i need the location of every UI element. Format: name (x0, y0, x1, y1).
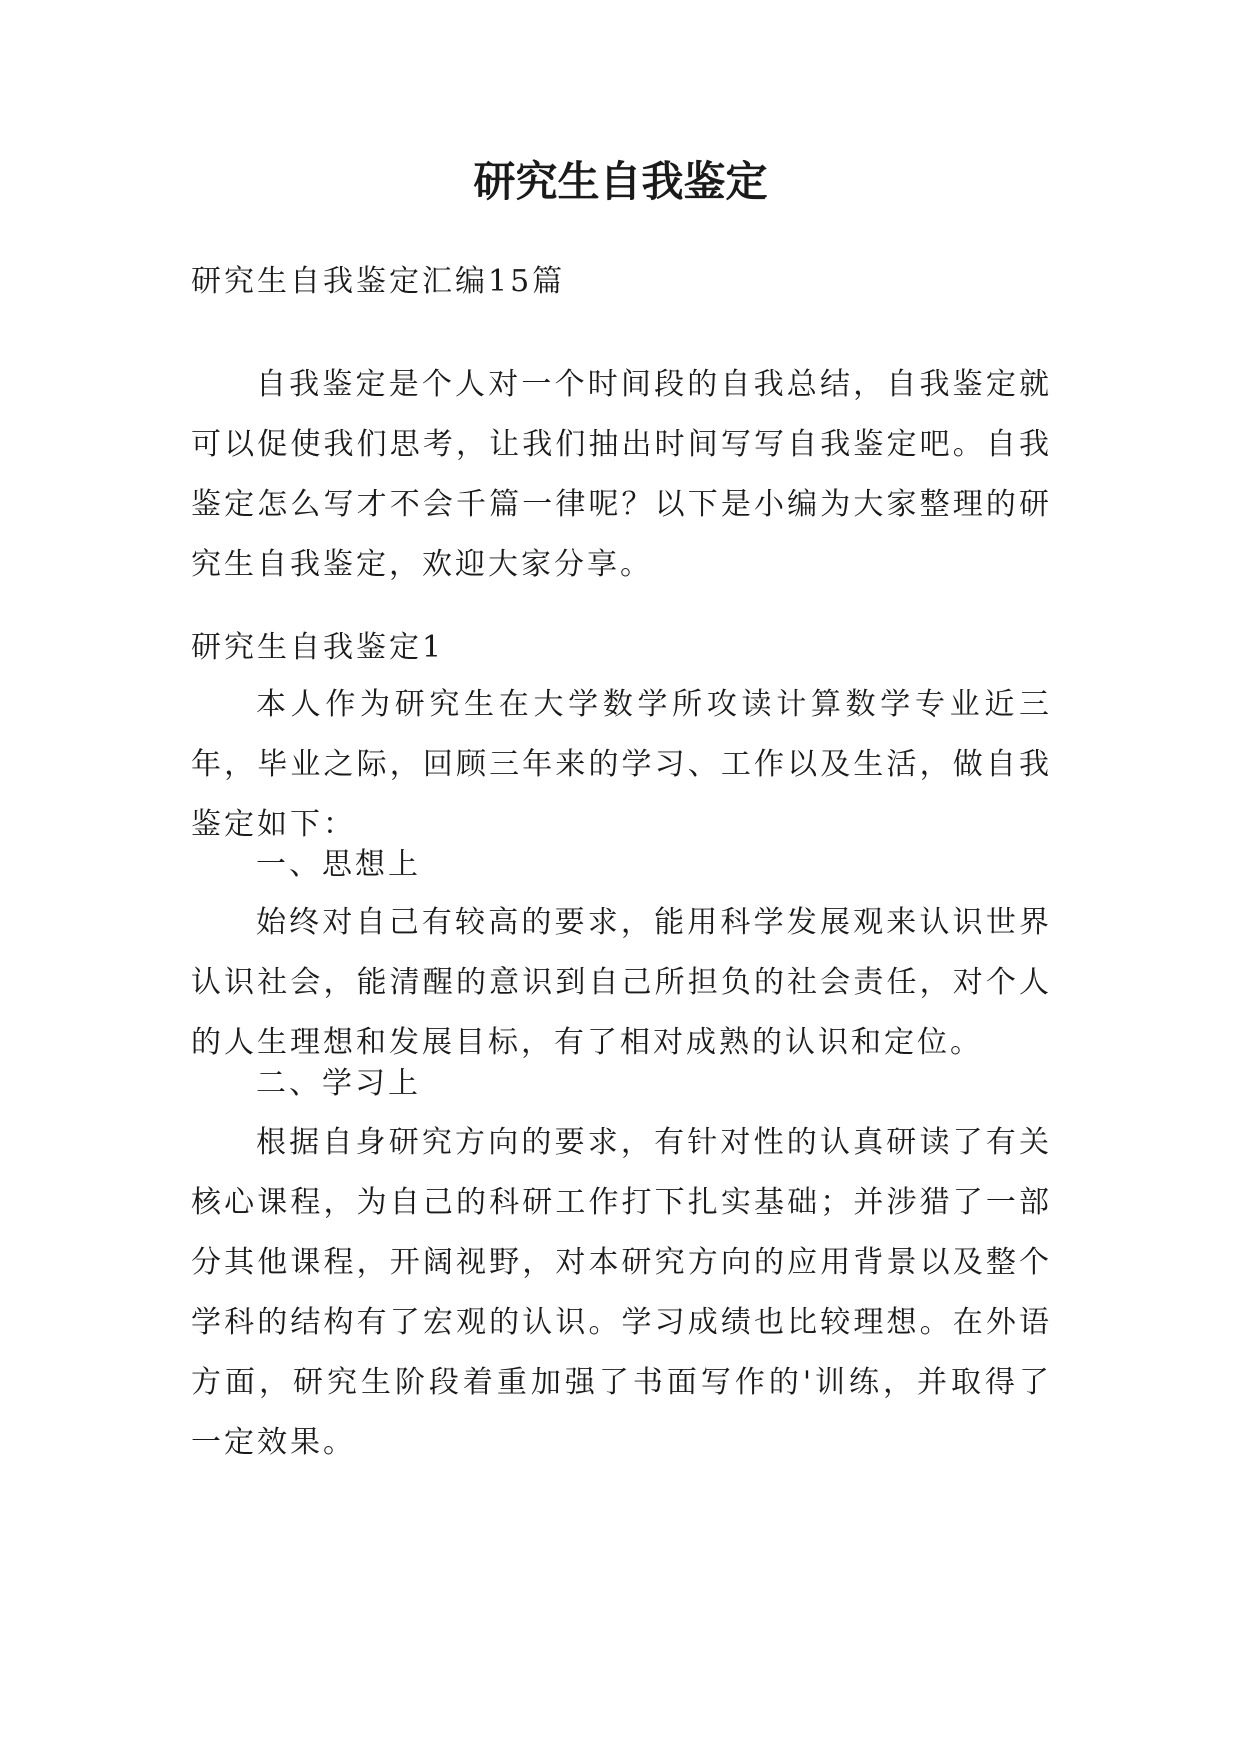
subtitle: 研究生自我鉴定汇编15篇 (191, 264, 566, 299)
intro-paragraph: 自我鉴定是个人对一个时间段的自我总结，自我鉴定就可以促使我们思考，让我们抽出时间写写自我鉴定吧。自我鉴定怎么写才不会千篇一律呢？以下是小编为大家整理的研究生自我鉴定，欢迎大家分享。 (191, 367, 1052, 582)
part1-paragraph: 始终对自己有较高的要求，能用科学发展观来认识世界认识社会，能清醒的意识到自己所担负的社会责任，对个人的人生理想和发展目标，有了相对成熟的认识和定位。 (191, 905, 1052, 1060)
section-heading: 研究生自我鉴定1 (191, 630, 445, 665)
part1-heading: 一、思想上 (256, 847, 421, 882)
part2-heading: 二、学习上 (256, 1066, 421, 1101)
part2-paragraph: 根据自身研究方向的要求，有针对性的认真研读了有关核心课程，为自己的科研工作打下扎实基础；并涉猎了一部分其他课程，开阔视野，对本研究方向的应用背景以及整个学科的结构有了宏观的认识。学习成绩也比较理想。在外语方面，研究生阶段着重加强了书面写作的'训练，并取得了一定效果。 (191, 1125, 1052, 1460)
page-title: 研究生自我鉴定 (473, 157, 768, 206)
section-opening-paragraph: 本人作为研究生在大学数学所攻读计算数学专业近三年，毕业之际，回顾三年来的学习、工作以及生活，做自我鉴定如下： (191, 687, 1052, 842)
